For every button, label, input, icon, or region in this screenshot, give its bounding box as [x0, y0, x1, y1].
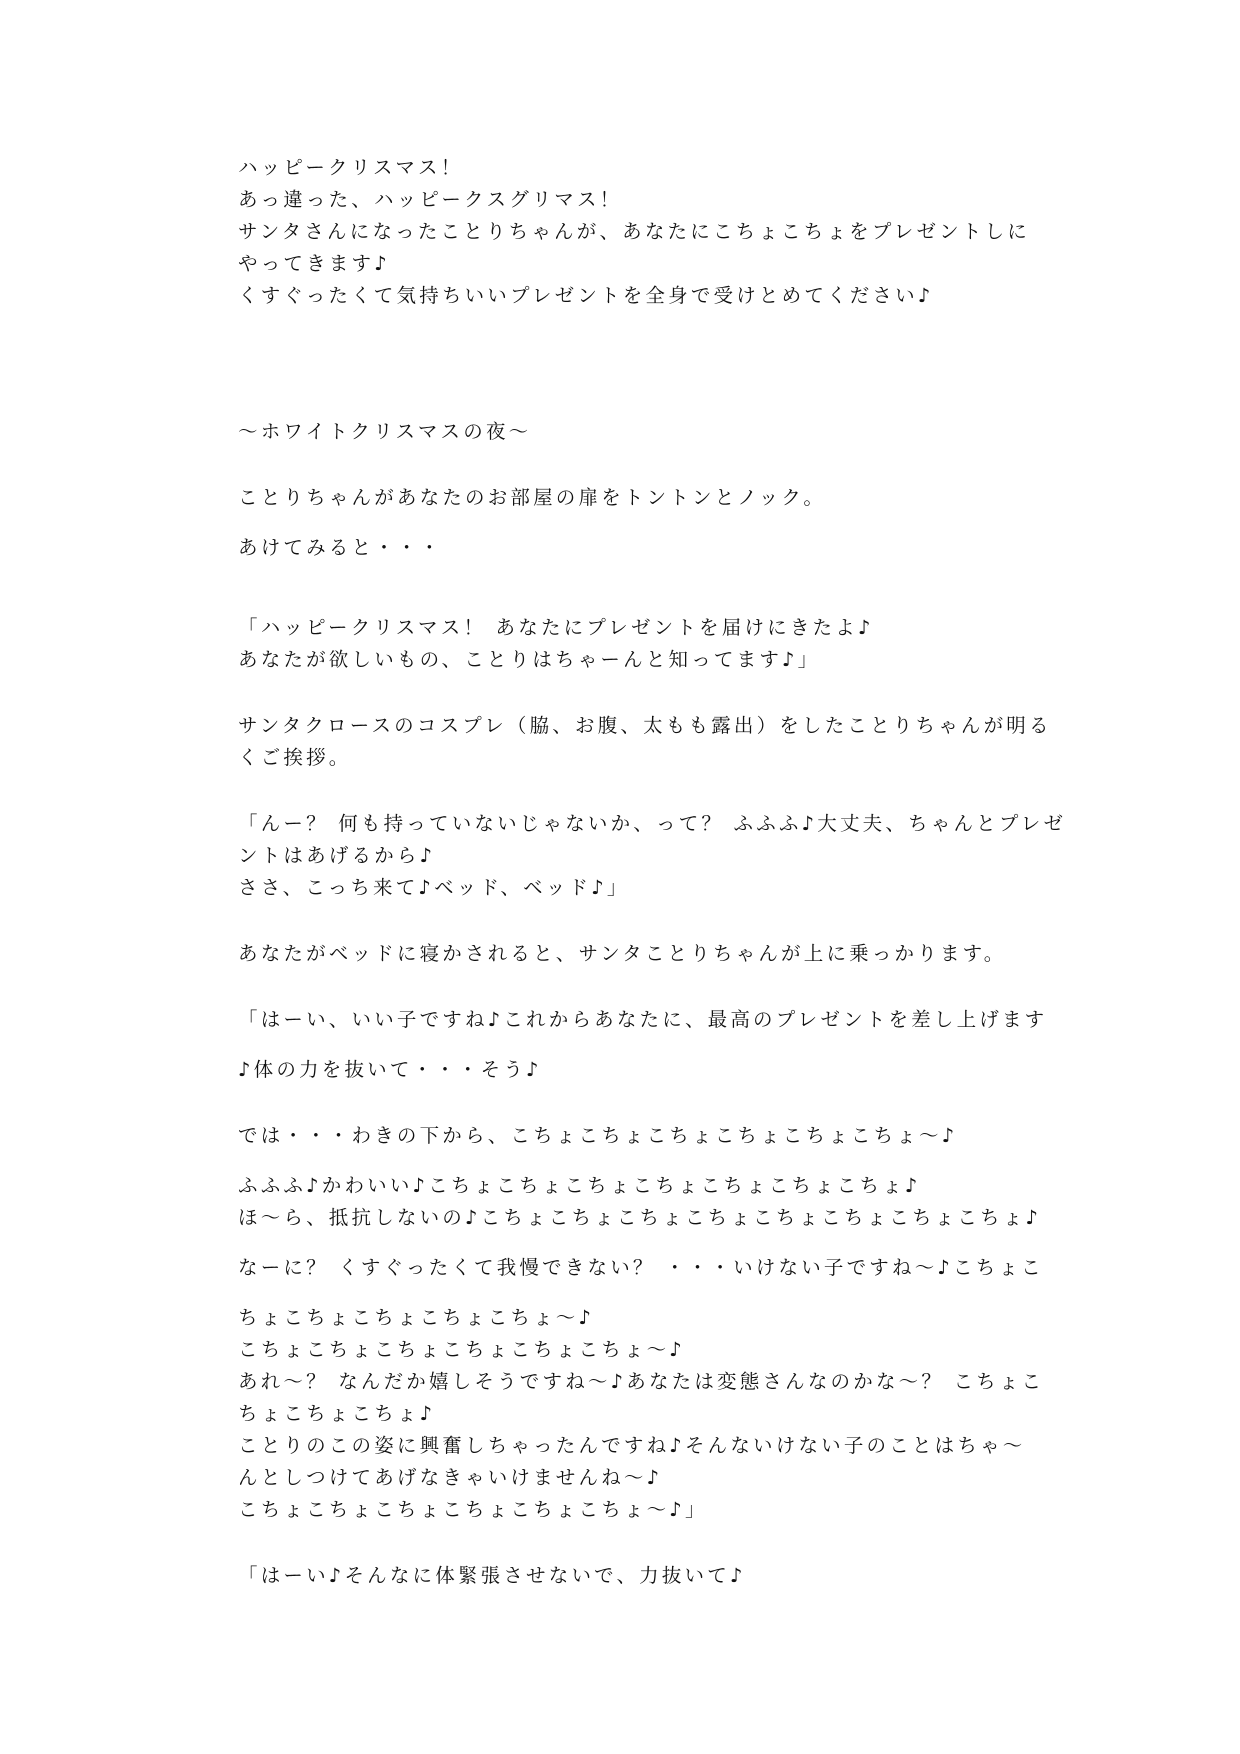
paragraph-line: こちょこちょこちょこちょこちょこちょ～♪	[238, 1338, 685, 1361]
paragraph-line: ちょこちょこちょ♪	[238, 1402, 436, 1425]
paragraph-line: あれ～？ なんだか嬉しそうですね～♪あなたは変態さんなのかな～？ こちょこ	[238, 1370, 1045, 1393]
paragraph-line: なーに？ くすぐったくて我慢できない？ ・・・いけない子ですね～♪こちょこ	[238, 1256, 1044, 1279]
paragraph-line: あなたが欲しいもの、ことりはちゃーんと知ってます♪」	[238, 648, 821, 671]
spacer	[238, 970, 1018, 1004]
paragraph-line: くご挨拶。	[238, 746, 352, 769]
paragraph-line: ことりちゃんがあなたのお部屋の扉をトントンとノック。	[238, 486, 827, 509]
intro-line: やってきます♪	[238, 252, 390, 275]
paragraph-line: ントはあげるから♪	[238, 844, 436, 867]
paragraph-line: んとしつけてあげなきゃいけませんね～♪	[238, 1466, 663, 1489]
spacer	[238, 1086, 1018, 1120]
intro-line: サンタさんになったことりちゃんが、あなたにこちょこちょをプレゼントしに	[238, 220, 1030, 243]
spacer	[238, 564, 1018, 612]
paragraph-line: 「はーい♪そんなに体緊張させないで、力抜いて♪	[238, 1564, 746, 1587]
intro-line: あっ違った、ハッピークスグリマス！	[238, 188, 623, 211]
spacer	[238, 514, 1018, 532]
paragraph-line: こちょこちょこちょこちょこちょこちょ～♪」	[238, 1498, 708, 1521]
spacer	[238, 448, 1018, 482]
paragraph-line: あなたがベッドに寝かされると、サンタことりちゃんが上に乗っかります。	[238, 942, 1007, 965]
paragraph-line: ふふふ♪かわいい♪こちょこちょこちょこちょこちょこちょこちょ♪	[238, 1174, 921, 1197]
spacer	[238, 1152, 1018, 1170]
intro-line: くすぐったくて気持ちいいプレゼントを全身で受けとめてください♪	[238, 284, 934, 307]
spacer	[238, 1284, 1018, 1302]
spacer	[238, 1234, 1018, 1252]
paragraph-line: あけてみると・・・	[238, 536, 443, 559]
spacer	[238, 904, 1018, 938]
spacer	[238, 676, 1018, 710]
spacer	[238, 312, 1018, 416]
document-body	[238, 152, 1067, 1592]
paragraph-line: では・・・わきの下から、こちょこちょこちょこちょこちょこちょ～♪	[238, 1124, 958, 1147]
paragraph-line: ♪体の力を抜いて・・・そう♪	[238, 1058, 542, 1081]
paragraph-line: サンタクロースのコスプレ（脇、お腹、太もも露出）をしたことりちゃんが明る	[238, 714, 1052, 737]
paragraph-line: ほ～ら、抵抗しないの♪こちょこちょこちょこちょこちょこちょこちょこちょ♪	[238, 1206, 1042, 1229]
paragraph-line: ささ、こっち来て♪ベッド、ベッド♪」	[238, 876, 630, 899]
spacer	[238, 1036, 1018, 1054]
paragraph-line: ちょこちょこちょこちょこちょ～♪	[238, 1306, 595, 1329]
spacer	[238, 774, 1018, 808]
paragraph-line: 「ハッピークリスマス！ あなたにプレゼントを届けにきたよ♪	[238, 616, 874, 639]
paragraph-line: ことりのこの姿に興奮しちゃったんですね♪そんないけない子のことはちゃ～	[238, 1434, 1026, 1457]
intro-line: ハッピークリスマス！	[238, 156, 464, 179]
paragraph-line: 「はーい、いい子ですね♪これからあなたに、最高のプレゼントを差し上げます	[238, 1008, 1048, 1031]
spacer	[238, 1526, 1018, 1560]
section-heading: ～ホワイトクリスマスの夜～	[238, 420, 532, 443]
paragraph-line: 「んー？ 何も持っていないじゃないか、って？ ふふふ♪大丈夫、ちゃんとプレゼ	[238, 812, 1067, 835]
